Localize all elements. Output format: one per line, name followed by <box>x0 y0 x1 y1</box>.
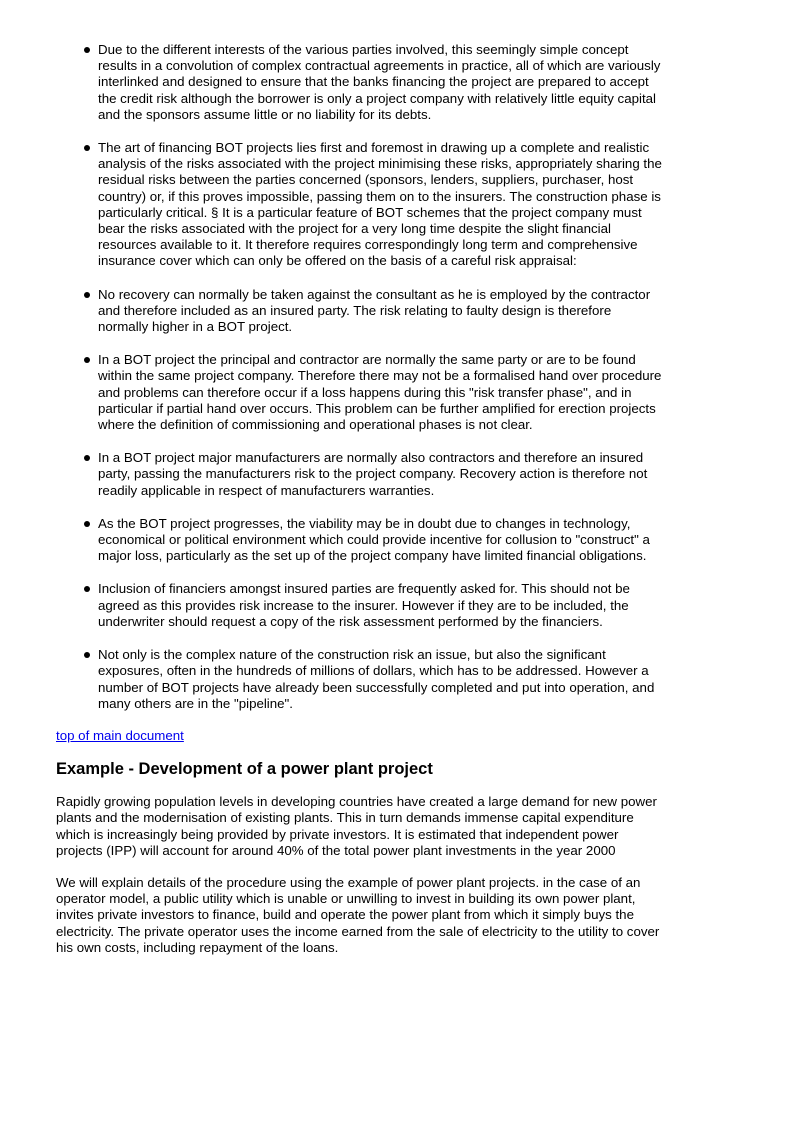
bullet-icon <box>84 292 90 298</box>
list-item-text: As the BOT project progresses, the viability may be in doubt due to changes in technology, economical or political environment which could provide incentive for collusion to "construct" a major loss, particularly as the set up of the project company have limited financial obligations. <box>98 515 650 564</box>
risk-bullet-list <box>56 42 662 712</box>
bullet-icon <box>84 47 90 53</box>
top-of-document-link[interactable]: top of main document <box>56 727 184 743</box>
list-item <box>56 647 662 712</box>
list-item <box>56 450 662 499</box>
list-item <box>56 516 662 565</box>
bullet-icon <box>84 455 90 461</box>
document-page <box>56 42 662 972</box>
list-item-text: Due to the different interests of the various parties involved, this seemingly simple concept results in a convolution of complex contractual agreements in practice, all of which are variously interlinked and designed to ensure that the banks financing the project are prepared to accept the credit risk although the borrower is only a project company with relatively little equity capital and the sponsors assume little or no liability for its debts. <box>98 42 661 122</box>
bullet-icon <box>84 145 90 151</box>
list-item <box>56 287 662 336</box>
list-item-text: Inclusion of financiers amongst insured parties are frequently asked for. This should not be agreed as this provides risk increase to the insurer. However if they are to be included, the underwriter should request a copy of the risk assessment performed by the financiers. <box>98 581 630 629</box>
bullet-icon <box>84 652 90 658</box>
section-heading: Example - Development of a power plant project <box>56 760 433 779</box>
paragraph: We will explain details of the procedure using the example of power plant projects. in the case of an operator model, a public utility which is unable or unwilling to invest in building its own power plant, invites private investors to finance, build and operate the power plant from which it simply buys the electricity. The private operator uses the income earned from the sale of electricity to the utility to cover his own costs, including repayment of the loans. <box>56 874 660 955</box>
list-item-text: No recovery can normally be taken against the consultant as he is employed by the contractor and therefore included as an insured party. The risk relating to faulty design is therefore normally higher in a BOT project. <box>98 286 651 335</box>
list-item-text: Not only is the complex nature of the construction risk an issue, but also the significant exposures, often in the hundreds of millions of dollars, which has to be addressed. However a number of BOT projects have already been successfully completed and put into operation, and many others are in the "pipeline". <box>98 647 655 711</box>
bullet-icon <box>84 521 90 527</box>
list-item-text: The art of financing BOT projects lies first and foremost in drawing up a complete and realistic analysis of the risks associated with the project minimising these risks, appropriately sharing the residual risks between the parties concerned (sponsors, lenders, suppliers, purchaser, host country) or, if this proves impossible, passing them on to the insurers. The construction phase is particularly critical. § It is a particular feature of BOT schemes that the project company must bear the risks associated with the project for a very long time despite the slight financial resources available to it. It therefore requires correspondingly long term and comprehensive insurance cover which can only be offered on the basis of a careful risk appraisal: <box>98 140 662 269</box>
list-item <box>56 140 662 270</box>
bullet-icon <box>84 586 90 592</box>
list-item <box>56 42 662 123</box>
list-item <box>56 352 662 433</box>
list-item <box>56 581 662 630</box>
list-item-text: In a BOT project the principal and contractor are normally the same party or are to be found within the same project company. Therefore there may not be a formalised hand over procedure and problems can therefore occur if a loss happens during this "risk transfer phase", and in particular if partial hand over occurs. This problem can be further amplified for erection projects where the definition of commissioning and operational phases is not clear. <box>98 352 662 433</box>
paragraph: Rapidly growing population levels in developing countries have created a large demand for new power plants and the modernisation of existing plants. This in turn demands immense capital expenditure which is increasingly being provided by private investors. It is estimated that independent power projects (IPP) will account for around 40% of the total power plant investments in the year 2000 <box>56 794 657 858</box>
bullet-icon <box>84 357 90 363</box>
list-item-text: In a BOT project major manufacturers are normally also contractors and therefore an insured party, passing the manufacturers risk to the project company. Recovery action is therefore not readily applicable in respect of manufacturers warranties. <box>98 450 648 498</box>
